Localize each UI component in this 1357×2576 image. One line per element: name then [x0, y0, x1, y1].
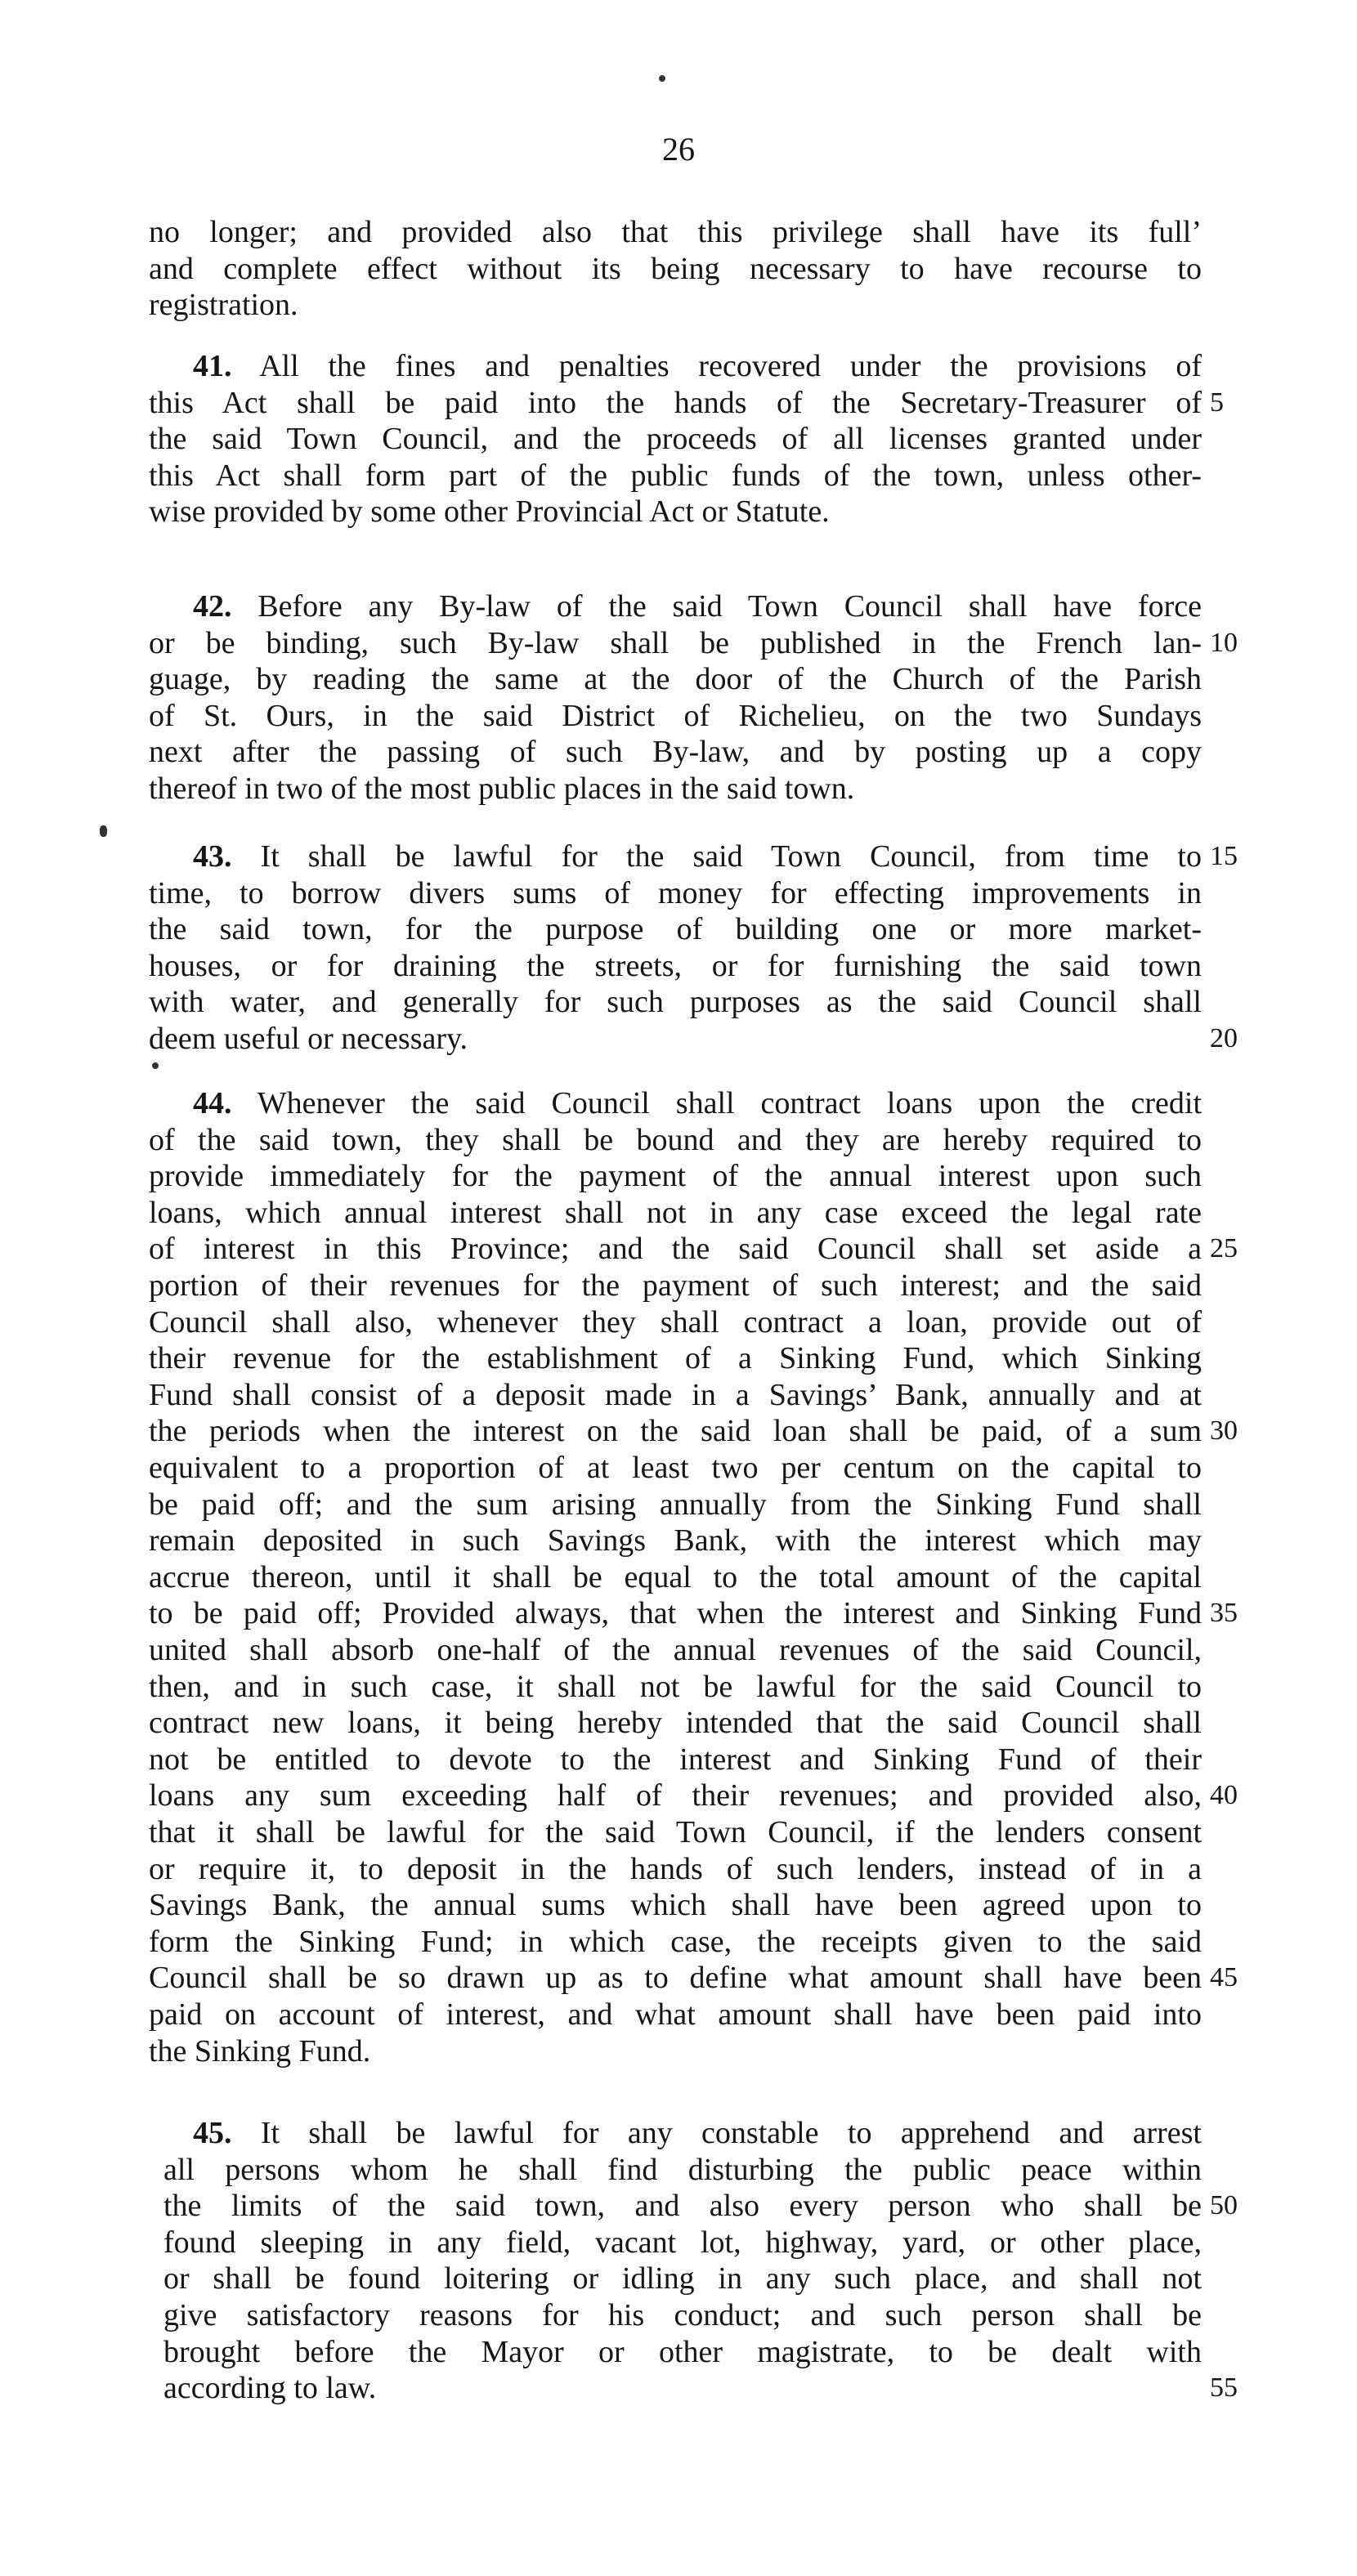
line-text: that it shall be lawful for the said Town Council, if the lenders consent	[149, 1815, 1202, 1849]
line-text: this Act shall form part of the public funds of the town, unless other-	[149, 458, 1202, 493]
text-line	[149, 1960, 1202, 1996]
line-text: united shall absorb one-half of the annual revenues of the said Council,	[149, 1633, 1202, 1667]
text-line	[149, 1413, 1202, 1449]
text-line	[149, 1231, 1202, 1267]
line-text: time, to borrow divers sums of money for effecting improvements in	[149, 876, 1202, 910]
text-line	[193, 348, 1202, 384]
line-text: not be entitled to devote to the interest and Sinking Fund of their	[149, 1742, 1202, 1777]
text-line	[193, 1085, 1202, 1121]
text-line	[149, 1632, 1202, 1668]
text-line	[149, 698, 1202, 734]
text-line	[149, 1450, 1202, 1486]
line-text: paid on account of interest, and what amount shall have been paid into	[149, 1997, 1202, 2032]
line-text: Savings Bank, the annual sums which shall have been agreed upon to	[149, 1888, 1202, 1922]
text-line	[149, 1669, 1202, 1705]
line-text: give satisfactory reasons for his conduct; and such person shall be	[163, 2298, 1202, 2332]
text-line	[149, 1021, 1202, 1057]
text-line	[149, 1851, 1202, 1887]
margin-line-number: 30	[1210, 1415, 1238, 1446]
text-line	[149, 494, 1202, 530]
text-line	[163, 2261, 1202, 2296]
text-line	[149, 734, 1202, 770]
line-text: portion of their revenues for the payment of such interest; and the said	[149, 1268, 1202, 1303]
text-line	[149, 385, 1202, 421]
text-line	[163, 2225, 1202, 2261]
line-text: the limits of the said town, and also every person who shall be	[163, 2189, 1202, 2223]
line-text: Council shall also, whenever they shall contract a loan, provide out of	[149, 1305, 1202, 1339]
margin-line-number: 35	[1210, 1598, 1238, 1628]
text-line	[149, 984, 1202, 1020]
line-text: equivalent to a proportion of at least two per centum on the capital to	[149, 1451, 1202, 1485]
text-line	[149, 1377, 1202, 1413]
section-number: 42.	[193, 589, 232, 624]
text-line	[149, 1997, 1202, 2033]
line-text: Before any By-law of the said Town Council shall have force	[231, 589, 1202, 624]
line-text: contract new loans, it being hereby intended that the said Council shall	[149, 1706, 1202, 1740]
line-text: loans any sum exceeding half of their revenues; and provided also,	[149, 1778, 1202, 1813]
line-text: with water, and generally for such purposes as the said Council shall	[149, 985, 1202, 1019]
text-line	[149, 1814, 1202, 1850]
text-line	[149, 251, 1202, 287]
line-text: and complete effect without its being necessary to have recourse to	[149, 252, 1202, 286]
margin-line-number: 5	[1210, 387, 1224, 418]
line-text: no longer; and provided also that this privilege shall have its full’	[149, 215, 1202, 249]
line-text: loans, which annual interest shall not in any case exceed the legal rate	[149, 1196, 1202, 1230]
text-line	[149, 661, 1202, 697]
text-line	[149, 287, 1202, 323]
line-text: It shall be lawful for any constable to apprehend and arrest	[231, 2116, 1202, 2150]
line-text: next after the passing of such By-law, and by posting up a copy	[149, 735, 1202, 769]
line-text: accrue thereon, until it shall be equal to the total amount of the capital	[149, 1560, 1202, 1594]
section-number: 44.	[193, 1086, 232, 1120]
text-line	[149, 1705, 1202, 1741]
line-text: remain deposited in such Savings Bank, with the interest which may	[149, 1523, 1202, 1558]
text-line	[149, 1487, 1202, 1523]
line-text: of interest in this Province; and the said Council shall set aside a	[149, 1232, 1202, 1266]
line-text: of St. Ours, in the said District of Richelieu, on the two Sundays	[149, 699, 1202, 733]
line-text: all persons whom he shall find disturbing the public peace within	[163, 2153, 1202, 2187]
page-number: 26	[662, 131, 695, 168]
text-line	[149, 214, 1202, 250]
line-text: guage, by reading the same at the door of the Church of the Parish	[149, 662, 1202, 696]
text-line	[149, 1195, 1202, 1231]
line-text: of the said town, they shall be bound and they are hereby required to	[149, 1123, 1202, 1157]
text-line	[149, 771, 1202, 807]
line-text: deem useful or necessary.	[149, 1022, 468, 1056]
text-line	[163, 2188, 1202, 2224]
text-line	[149, 1158, 1202, 1194]
line-text: the Sinking Fund.	[149, 2034, 371, 2068]
text-line	[149, 1742, 1202, 1778]
line-text: to be paid off; Provided always, that when the interest and Sinking Fund	[149, 1596, 1202, 1630]
line-text: Fund shall consist of a deposit made in a Savings’ Bank, annually and at	[149, 1378, 1202, 1412]
text-line	[149, 1887, 1202, 1923]
text-line	[149, 1340, 1202, 1376]
margin-line-number: 15	[1210, 841, 1238, 871]
text-line	[193, 588, 1202, 624]
line-text: this Act shall be paid into the hands of the Secretary-Treasurer of	[149, 386, 1202, 420]
text-line	[149, 1559, 1202, 1595]
text-line	[149, 1122, 1202, 1158]
text-line	[149, 2033, 1202, 2069]
line-text: houses, or for draining the streets, or for furnishing the said town	[149, 949, 1202, 983]
text-line	[149, 911, 1202, 947]
section-number: 41.	[193, 349, 232, 383]
line-text: then, and in such case, it shall not be lawful for the said Council to	[149, 1670, 1202, 1704]
text-line	[149, 1268, 1202, 1304]
line-text: or be binding, such By-law shall be published in the French lan-	[149, 626, 1202, 660]
text-line	[149, 875, 1202, 911]
line-text: the said Town Council, and the proceeds of all licenses granted under	[149, 422, 1202, 456]
margin-line-number: 25	[1210, 1233, 1238, 1263]
line-text: be paid off; and the sum arising annually from the Sinking Fund shall	[149, 1487, 1202, 1522]
text-line	[149, 1304, 1202, 1340]
margin-line-number: 10	[1210, 628, 1238, 658]
speck-mark	[100, 825, 107, 837]
text-line	[149, 948, 1202, 984]
line-text: All the fines and penalties recovered under the provisions of	[231, 349, 1202, 383]
margin-line-number: 45	[1210, 1962, 1238, 1992]
line-text: thereof in two of the most public places in the said town.	[149, 771, 855, 806]
text-line	[193, 2115, 1202, 2151]
line-text: Whenever the said Council shall contract loans upon the credit	[231, 1086, 1202, 1120]
speck-mark	[659, 75, 665, 82]
line-text: brought before the Mayor or other magistrate, to be dealt with	[163, 2335, 1202, 2369]
line-text: their revenue for the establishment of a Sinking Fund, which Sinking	[149, 1341, 1202, 1375]
text-line	[163, 2297, 1202, 2333]
speck-mark	[152, 1062, 159, 1069]
text-line	[149, 1924, 1202, 1960]
text-line	[149, 1778, 1202, 1813]
section-number: 43.	[193, 839, 232, 874]
margin-line-number: 50	[1210, 2190, 1238, 2220]
line-text: It shall be lawful for the said Town Council, from time to	[231, 839, 1202, 874]
text-line	[163, 2334, 1202, 2370]
line-text: Council shall be so drawn up as to define what amount shall have been	[149, 1961, 1202, 1995]
line-text: or require it, to deposit in the hands of such lenders, instead of in a	[149, 1852, 1202, 1886]
text-line	[149, 1595, 1202, 1631]
line-text: the periods when the interest on the said loan shall be paid, of a sum	[149, 1414, 1202, 1448]
text-line	[149, 625, 1202, 661]
margin-line-number: 55	[1210, 2373, 1238, 2403]
text-line	[149, 458, 1202, 494]
margin-line-number: 20	[1210, 1023, 1238, 1053]
line-text: wise provided by some other Provincial Act or Statute.	[149, 494, 830, 529]
line-text: according to law.	[163, 2371, 377, 2405]
margin-line-number: 40	[1210, 1780, 1238, 1810]
line-text: provide immediately for the payment of the annual interest upon such	[149, 1159, 1202, 1193]
text-line	[149, 1523, 1202, 1559]
line-text: found sleeping in any field, vacant lot, highway, yard, or other place,	[163, 2225, 1202, 2260]
line-text: or shall be found loitering or idling in any such place, and shall not	[163, 2261, 1202, 2296]
line-text: the said town, for the purpose of building one or more market-	[149, 912, 1202, 946]
text-line	[149, 421, 1202, 457]
line-text: form the Sinking Fund; in which case, the receipts given to the said	[149, 1925, 1202, 1959]
section-number: 45.	[193, 2116, 232, 2150]
text-line	[163, 2152, 1202, 2188]
text-line	[163, 2370, 1202, 2406]
text-line	[193, 839, 1202, 874]
line-text: registration.	[149, 288, 298, 322]
